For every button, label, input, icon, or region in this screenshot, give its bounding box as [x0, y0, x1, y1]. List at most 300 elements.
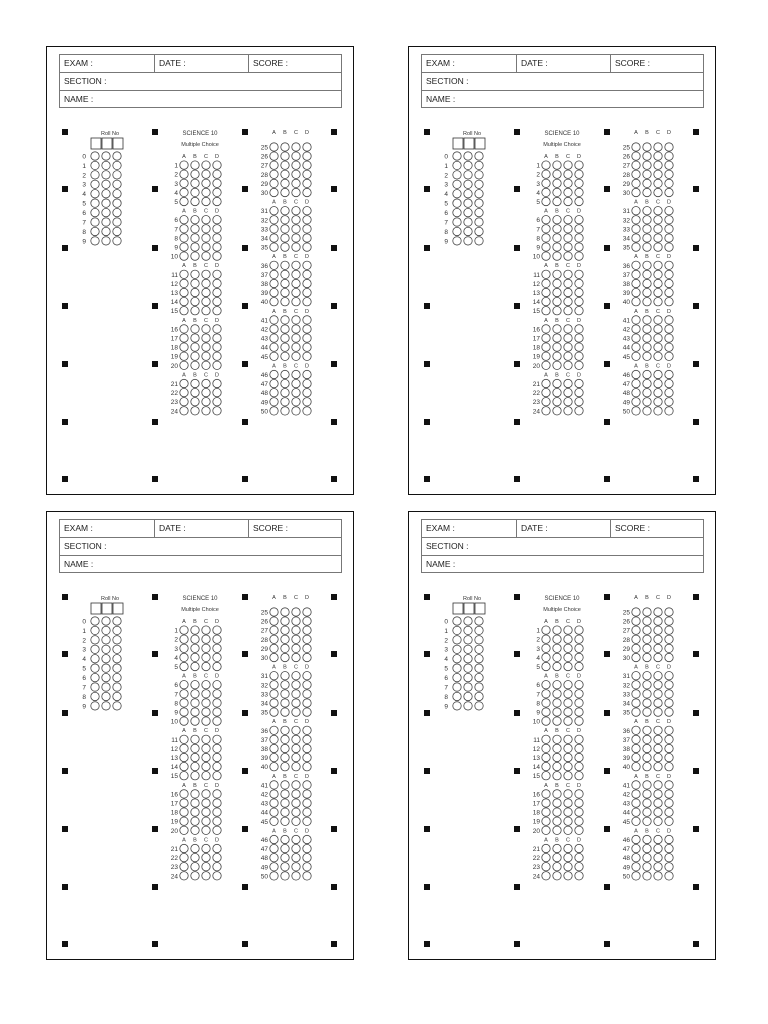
answer-bubble[interactable] — [564, 343, 572, 351]
answer-bubble[interactable] — [213, 808, 221, 816]
answer-bubble[interactable] — [564, 772, 572, 780]
roll-bubble[interactable] — [113, 218, 121, 226]
answer-bubble[interactable] — [575, 872, 583, 880]
answer-bubble[interactable] — [553, 234, 561, 242]
roll-bubble[interactable] — [102, 199, 110, 207]
answer-bubble[interactable] — [270, 753, 278, 761]
answer-bubble[interactable] — [542, 325, 550, 333]
answer-bubble[interactable] — [654, 763, 662, 771]
answer-bubble[interactable] — [281, 352, 289, 360]
answer-bubble[interactable] — [575, 681, 583, 689]
answer-bubble[interactable] — [292, 835, 300, 843]
answer-bubble[interactable] — [191, 644, 199, 652]
answer-bubble[interactable] — [292, 316, 300, 324]
answer-bubble[interactable] — [180, 243, 188, 251]
answer-bubble[interactable] — [643, 288, 651, 296]
answer-bubble[interactable] — [553, 279, 561, 287]
answer-bubble[interactable] — [303, 161, 311, 169]
answer-bubble[interactable] — [292, 207, 300, 215]
answer-bubble[interactable] — [270, 143, 278, 151]
roll-digit-box[interactable] — [453, 603, 463, 614]
answer-bubble[interactable] — [270, 726, 278, 734]
answer-bubble[interactable] — [564, 790, 572, 798]
answer-bubble[interactable] — [632, 726, 640, 734]
answer-bubble[interactable] — [665, 334, 673, 342]
answer-bubble[interactable] — [292, 863, 300, 871]
answer-bubble[interactable] — [654, 188, 662, 196]
answer-bubble[interactable] — [632, 389, 640, 397]
answer-bubble[interactable] — [575, 225, 583, 233]
roll-bubble[interactable] — [102, 190, 110, 198]
answer-bubble[interactable] — [553, 243, 561, 251]
roll-bubble[interactable] — [453, 655, 461, 663]
roll-bubble[interactable] — [453, 180, 461, 188]
answer-bubble[interactable] — [665, 808, 673, 816]
answer-bubble[interactable] — [180, 690, 188, 698]
answer-bubble[interactable] — [542, 626, 550, 634]
answer-bubble[interactable] — [643, 216, 651, 224]
answer-bubble[interactable] — [654, 325, 662, 333]
answer-bubble[interactable] — [180, 863, 188, 871]
answer-bubble[interactable] — [564, 161, 572, 169]
roll-bubble[interactable] — [453, 152, 461, 160]
answer-bubble[interactable] — [575, 690, 583, 698]
answer-bubble[interactable] — [564, 197, 572, 205]
answer-bubble[interactable] — [303, 799, 311, 807]
answer-bubble[interactable] — [292, 854, 300, 862]
answer-bubble[interactable] — [643, 170, 651, 178]
answer-bubble[interactable] — [632, 872, 640, 880]
answer-bubble[interactable] — [292, 243, 300, 251]
answer-bubble[interactable] — [654, 608, 662, 616]
roll-bubble[interactable] — [464, 208, 472, 216]
roll-bubble[interactable] — [475, 626, 483, 634]
answer-bubble[interactable] — [191, 188, 199, 196]
answer-bubble[interactable] — [632, 835, 640, 843]
answer-bubble[interactable] — [281, 261, 289, 269]
answer-bubble[interactable] — [180, 334, 188, 342]
answer-bubble[interactable] — [643, 261, 651, 269]
roll-bubble[interactable] — [453, 673, 461, 681]
answer-bubble[interactable] — [281, 243, 289, 251]
answer-bubble[interactable] — [632, 234, 640, 242]
answer-bubble[interactable] — [213, 361, 221, 369]
roll-bubble[interactable] — [475, 208, 483, 216]
answer-bubble[interactable] — [665, 872, 673, 880]
answer-bubble[interactable] — [213, 216, 221, 224]
answer-bubble[interactable] — [564, 644, 572, 652]
answer-bubble[interactable] — [270, 617, 278, 625]
answer-bubble[interactable] — [654, 635, 662, 643]
answer-bubble[interactable] — [553, 270, 561, 278]
answer-bubble[interactable] — [553, 772, 561, 780]
answer-bubble[interactable] — [191, 270, 199, 278]
answer-bubble[interactable] — [665, 817, 673, 825]
answer-bubble[interactable] — [654, 407, 662, 415]
answer-bubble[interactable] — [191, 790, 199, 798]
answer-bubble[interactable] — [202, 170, 210, 178]
answer-bubble[interactable] — [643, 325, 651, 333]
answer-bubble[interactable] — [643, 617, 651, 625]
answer-bubble[interactable] — [303, 379, 311, 387]
answer-bubble[interactable] — [281, 288, 289, 296]
answer-bubble[interactable] — [270, 608, 278, 616]
answer-bubble[interactable] — [643, 799, 651, 807]
answer-bubble[interactable] — [180, 288, 188, 296]
answer-bubble[interactable] — [553, 653, 561, 661]
roll-bubble[interactable] — [475, 199, 483, 207]
answer-bubble[interactable] — [180, 681, 188, 689]
answer-bubble[interactable] — [542, 270, 550, 278]
answer-bubble[interactable] — [665, 708, 673, 716]
answer-bubble[interactable] — [281, 681, 289, 689]
answer-bubble[interactable] — [553, 379, 561, 387]
answer-bubble[interactable] — [542, 708, 550, 716]
answer-bubble[interactable] — [180, 388, 188, 396]
answer-bubble[interactable] — [281, 763, 289, 771]
answer-bubble[interactable] — [643, 753, 651, 761]
answer-bubble[interactable] — [213, 690, 221, 698]
answer-bubble[interactable] — [542, 170, 550, 178]
answer-bubble[interactable] — [270, 644, 278, 652]
answer-bubble[interactable] — [270, 863, 278, 871]
answer-bubble[interactable] — [632, 325, 640, 333]
roll-bubble[interactable] — [91, 190, 99, 198]
answer-bubble[interactable] — [213, 853, 221, 861]
answer-bubble[interactable] — [202, 225, 210, 233]
answer-bubble[interactable] — [643, 161, 651, 169]
answer-bubble[interactable] — [202, 307, 210, 315]
answer-bubble[interactable] — [191, 662, 199, 670]
answer-bubble[interactable] — [191, 699, 199, 707]
answer-bubble[interactable] — [191, 653, 199, 661]
section-field[interactable]: SECTION : — [64, 76, 107, 86]
answer-bubble[interactable] — [292, 799, 300, 807]
answer-bubble[interactable] — [281, 170, 289, 178]
roll-bubble[interactable] — [464, 702, 472, 710]
answer-bubble[interactable] — [643, 735, 651, 743]
answer-bubble[interactable] — [643, 626, 651, 634]
answer-bubble[interactable] — [303, 152, 311, 160]
answer-bubble[interactable] — [665, 781, 673, 789]
answer-bubble[interactable] — [202, 216, 210, 224]
answer-bubble[interactable] — [632, 681, 640, 689]
answer-bubble[interactable] — [553, 407, 561, 415]
date-field[interactable]: DATE : — [517, 520, 611, 537]
answer-bubble[interactable] — [632, 170, 640, 178]
answer-bubble[interactable] — [643, 763, 651, 771]
roll-bubble[interactable] — [113, 692, 121, 700]
answer-bubble[interactable] — [191, 279, 199, 287]
answer-bubble[interactable] — [575, 179, 583, 187]
roll-bubble[interactable] — [113, 208, 121, 216]
roll-bubble[interactable] — [475, 180, 483, 188]
answer-bubble[interactable] — [180, 197, 188, 205]
answer-bubble[interactable] — [191, 334, 199, 342]
roll-bubble[interactable] — [113, 626, 121, 634]
answer-bubble[interactable] — [191, 252, 199, 260]
answer-bubble[interactable] — [281, 617, 289, 625]
answer-bubble[interactable] — [643, 835, 651, 843]
answer-bubble[interactable] — [292, 279, 300, 287]
answer-bubble[interactable] — [281, 635, 289, 643]
roll-bubble[interactable] — [475, 171, 483, 179]
answer-bubble[interactable] — [643, 653, 651, 661]
answer-bubble[interactable] — [281, 854, 289, 862]
answer-bubble[interactable] — [643, 298, 651, 306]
answer-bubble[interactable] — [542, 252, 550, 260]
answer-bubble[interactable] — [632, 753, 640, 761]
answer-bubble[interactable] — [270, 781, 278, 789]
roll-bubble[interactable] — [464, 636, 472, 644]
answer-bubble[interactable] — [665, 690, 673, 698]
answer-bubble[interactable] — [564, 225, 572, 233]
answer-bubble[interactable] — [281, 325, 289, 333]
answer-bubble[interactable] — [270, 790, 278, 798]
answer-bubble[interactable] — [542, 808, 550, 816]
answer-bubble[interactable] — [180, 361, 188, 369]
answer-bubble[interactable] — [213, 662, 221, 670]
answer-bubble[interactable] — [270, 672, 278, 680]
answer-bubble[interactable] — [643, 334, 651, 342]
answer-bubble[interactable] — [202, 161, 210, 169]
roll-bubble[interactable] — [453, 199, 461, 207]
answer-bubble[interactable] — [665, 161, 673, 169]
roll-bubble[interactable] — [453, 692, 461, 700]
answer-bubble[interactable] — [542, 225, 550, 233]
answer-bubble[interactable] — [202, 808, 210, 816]
answer-bubble[interactable] — [303, 844, 311, 852]
answer-bubble[interactable] — [191, 352, 199, 360]
roll-bubble[interactable] — [475, 664, 483, 672]
answer-bubble[interactable] — [292, 379, 300, 387]
answer-bubble[interactable] — [270, 207, 278, 215]
answer-bubble[interactable] — [632, 370, 640, 378]
answer-bubble[interactable] — [270, 681, 278, 689]
answer-bubble[interactable] — [564, 170, 572, 178]
answer-bubble[interactable] — [654, 863, 662, 871]
roll-bubble[interactable] — [91, 673, 99, 681]
answer-bubble[interactable] — [665, 261, 673, 269]
answer-bubble[interactable] — [213, 179, 221, 187]
answer-bubble[interactable] — [542, 653, 550, 661]
answer-bubble[interactable] — [202, 279, 210, 287]
answer-bubble[interactable] — [575, 853, 583, 861]
answer-bubble[interactable] — [665, 225, 673, 233]
answer-bubble[interactable] — [180, 352, 188, 360]
roll-bubble[interactable] — [453, 208, 461, 216]
answer-bubble[interactable] — [303, 863, 311, 871]
answer-bubble[interactable] — [665, 407, 673, 415]
answer-bubble[interactable] — [575, 817, 583, 825]
answer-bubble[interactable] — [270, 398, 278, 406]
answer-bubble[interactable] — [654, 243, 662, 251]
answer-bubble[interactable] — [665, 152, 673, 160]
answer-bubble[interactable] — [654, 835, 662, 843]
answer-bubble[interactable] — [575, 188, 583, 196]
answer-bubble[interactable] — [553, 762, 561, 770]
roll-bubble[interactable] — [113, 190, 121, 198]
answer-bubble[interactable] — [191, 379, 199, 387]
answer-bubble[interactable] — [213, 826, 221, 834]
answer-bubble[interactable] — [542, 872, 550, 880]
answer-bubble[interactable] — [281, 207, 289, 215]
answer-bubble[interactable] — [303, 234, 311, 242]
answer-bubble[interactable] — [632, 644, 640, 652]
score-field[interactable]: SCORE : — [253, 58, 288, 68]
answer-bubble[interactable] — [665, 854, 673, 862]
answer-bubble[interactable] — [281, 216, 289, 224]
answer-bubble[interactable] — [213, 717, 221, 725]
answer-bubble[interactable] — [643, 726, 651, 734]
answer-bubble[interactable] — [542, 352, 550, 360]
answer-bubble[interactable] — [542, 361, 550, 369]
roll-bubble[interactable] — [102, 617, 110, 625]
answer-bubble[interactable] — [281, 672, 289, 680]
answer-bubble[interactable] — [270, 279, 278, 287]
answer-bubble[interactable] — [575, 325, 583, 333]
answer-bubble[interactable] — [191, 179, 199, 187]
answer-bubble[interactable] — [191, 398, 199, 406]
answer-bubble[interactable] — [553, 197, 561, 205]
answer-bubble[interactable] — [180, 872, 188, 880]
answer-bubble[interactable] — [213, 735, 221, 743]
answer-bubble[interactable] — [665, 288, 673, 296]
answer-bubble[interactable] — [180, 279, 188, 287]
roll-bubble[interactable] — [475, 161, 483, 169]
answer-bubble[interactable] — [654, 681, 662, 689]
answer-bubble[interactable] — [292, 726, 300, 734]
roll-bubble[interactable] — [102, 673, 110, 681]
answer-bubble[interactable] — [213, 863, 221, 871]
score-field[interactable]: SCORE : — [615, 523, 650, 533]
answer-bubble[interactable] — [654, 626, 662, 634]
answer-bubble[interactable] — [191, 735, 199, 743]
answer-bubble[interactable] — [654, 225, 662, 233]
answer-bubble[interactable] — [575, 799, 583, 807]
date-field[interactable]: DATE : — [155, 520, 249, 537]
answer-bubble[interactable] — [191, 197, 199, 205]
answer-bubble[interactable] — [665, 343, 673, 351]
answer-bubble[interactable] — [564, 744, 572, 752]
answer-bubble[interactable] — [180, 653, 188, 661]
answer-bubble[interactable] — [542, 790, 550, 798]
answer-bubble[interactable] — [292, 398, 300, 406]
answer-bubble[interactable] — [270, 690, 278, 698]
answer-bubble[interactable] — [292, 763, 300, 771]
answer-bubble[interactable] — [542, 853, 550, 861]
answer-bubble[interactable] — [270, 835, 278, 843]
answer-bubble[interactable] — [292, 708, 300, 716]
answer-bubble[interactable] — [575, 708, 583, 716]
roll-bubble[interactable] — [464, 152, 472, 160]
answer-bubble[interactable] — [542, 297, 550, 305]
answer-bubble[interactable] — [303, 854, 311, 862]
answer-bubble[interactable] — [303, 817, 311, 825]
answer-bubble[interactable] — [292, 343, 300, 351]
answer-bubble[interactable] — [303, 681, 311, 689]
answer-bubble[interactable] — [213, 225, 221, 233]
answer-bubble[interactable] — [303, 225, 311, 233]
answer-bubble[interactable] — [270, 288, 278, 296]
answer-bubble[interactable] — [575, 753, 583, 761]
answer-bubble[interactable] — [553, 799, 561, 807]
roll-bubble[interactable] — [102, 152, 110, 160]
roll-bubble[interactable] — [91, 683, 99, 691]
answer-bubble[interactable] — [575, 343, 583, 351]
roll-bubble[interactable] — [102, 171, 110, 179]
answer-bubble[interactable] — [303, 735, 311, 743]
answer-bubble[interactable] — [564, 635, 572, 643]
answer-bubble[interactable] — [270, 817, 278, 825]
answer-bubble[interactable] — [202, 179, 210, 187]
answer-bubble[interactable] — [270, 298, 278, 306]
answer-bubble[interactable] — [643, 854, 651, 862]
answer-bubble[interactable] — [575, 197, 583, 205]
roll-bubble[interactable] — [91, 199, 99, 207]
answer-bubble[interactable] — [303, 699, 311, 707]
answer-bubble[interactable] — [281, 179, 289, 187]
answer-bubble[interactable] — [632, 179, 640, 187]
answer-bubble[interactable] — [270, 744, 278, 752]
answer-bubble[interactable] — [281, 343, 289, 351]
answer-bubble[interactable] — [643, 225, 651, 233]
answer-bubble[interactable] — [665, 681, 673, 689]
answer-bubble[interactable] — [213, 772, 221, 780]
answer-bubble[interactable] — [213, 653, 221, 661]
answer-bubble[interactable] — [303, 726, 311, 734]
answer-bubble[interactable] — [202, 407, 210, 415]
answer-bubble[interactable] — [303, 407, 311, 415]
answer-bubble[interactable] — [542, 717, 550, 725]
answer-bubble[interactable] — [270, 225, 278, 233]
answer-bubble[interactable] — [643, 279, 651, 287]
name-field[interactable]: NAME : — [426, 94, 456, 104]
answer-bubble[interactable] — [564, 398, 572, 406]
answer-bubble[interactable] — [643, 781, 651, 789]
answer-bubble[interactable] — [303, 635, 311, 643]
answer-bubble[interactable] — [575, 234, 583, 242]
answer-bubble[interactable] — [575, 307, 583, 315]
answer-bubble[interactable] — [542, 216, 550, 224]
answer-bubble[interactable] — [281, 270, 289, 278]
answer-bubble[interactable] — [632, 225, 640, 233]
answer-bubble[interactable] — [180, 325, 188, 333]
answer-bubble[interactable] — [654, 781, 662, 789]
answer-bubble[interactable] — [180, 179, 188, 187]
answer-bubble[interactable] — [564, 826, 572, 834]
answer-bubble[interactable] — [270, 626, 278, 634]
answer-bubble[interactable] — [202, 635, 210, 643]
answer-bubble[interactable] — [654, 398, 662, 406]
answer-bubble[interactable] — [564, 388, 572, 396]
answer-bubble[interactable] — [542, 753, 550, 761]
answer-bubble[interactable] — [575, 644, 583, 652]
answer-bubble[interactable] — [303, 370, 311, 378]
answer-bubble[interactable] — [564, 297, 572, 305]
roll-bubble[interactable] — [464, 161, 472, 169]
answer-bubble[interactable] — [180, 799, 188, 807]
answer-bubble[interactable] — [542, 243, 550, 251]
section-field[interactable]: SECTION : — [64, 541, 107, 551]
answer-bubble[interactable] — [564, 662, 572, 670]
answer-bubble[interactable] — [643, 407, 651, 415]
roll-digit-box[interactable] — [475, 603, 485, 614]
answer-bubble[interactable] — [180, 708, 188, 716]
answer-bubble[interactable] — [632, 261, 640, 269]
answer-bubble[interactable] — [665, 216, 673, 224]
answer-bubble[interactable] — [564, 735, 572, 743]
